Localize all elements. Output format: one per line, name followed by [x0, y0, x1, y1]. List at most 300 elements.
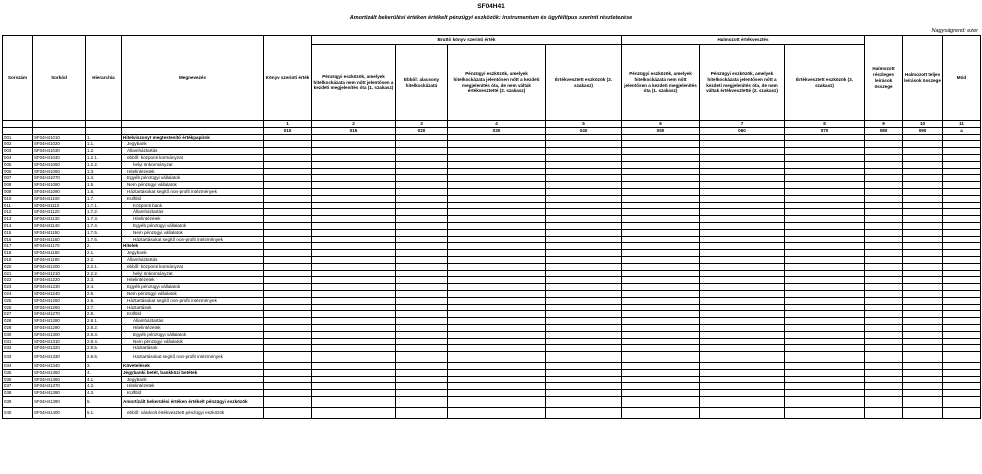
- value-cell: [785, 270, 865, 277]
- value-cell: [700, 250, 785, 257]
- col-code: 020: [396, 127, 448, 134]
- row-hierarchia: 2.8.4.: [86, 338, 122, 345]
- row-hierarchia: 2.8.2.: [86, 324, 122, 331]
- value-cell: [312, 383, 396, 390]
- row-sorszam: 029: [3, 324, 33, 331]
- row-hierarchia: 2.7.: [86, 304, 122, 311]
- value-cell: [546, 229, 622, 236]
- col-number: 11: [943, 121, 981, 128]
- value-cell: [396, 376, 448, 383]
- value-cell: [865, 352, 903, 363]
- row-megnevezes: Háztartások: [122, 345, 264, 352]
- col-header-c8: Értékvesztett eszközök (3. szakasz): [785, 45, 865, 121]
- row-sorkod: SF04H41170: [33, 243, 86, 250]
- value-cell: [396, 369, 448, 376]
- row-sorszam: 035: [3, 369, 33, 376]
- value-cell: [700, 161, 785, 168]
- row-hierarchia: 1.2.2.: [86, 161, 122, 168]
- value-cell: [943, 390, 981, 397]
- col-code: 070: [785, 127, 865, 134]
- value-cell: [264, 263, 312, 270]
- value-cell: [264, 324, 312, 331]
- table-row: [3, 383, 981, 390]
- value-cell: [622, 141, 700, 148]
- row-hierarchia: 1.6.: [86, 188, 122, 195]
- value-cell: [943, 154, 981, 161]
- col-code: 015: [312, 127, 396, 134]
- row-sorszam: 027: [3, 311, 33, 318]
- value-cell: [700, 229, 785, 236]
- value-cell: [903, 202, 943, 209]
- value-cell: [943, 263, 981, 270]
- value-cell: [903, 311, 943, 318]
- table-row: [3, 397, 981, 408]
- row-hierarchia: 1.5.: [86, 182, 122, 189]
- table-row: [3, 290, 981, 297]
- value-cell: [943, 134, 981, 141]
- value-cell: [312, 284, 396, 291]
- table-row: [3, 229, 981, 236]
- value-cell: [448, 331, 546, 338]
- value-cell: [865, 338, 903, 345]
- value-cell: [943, 277, 981, 284]
- row-sorszam: 010: [3, 195, 33, 202]
- value-cell: [865, 345, 903, 352]
- value-cell: [700, 168, 785, 175]
- value-cell: [700, 390, 785, 397]
- value-cell: [700, 311, 785, 318]
- value-cell: [312, 209, 396, 216]
- value-cell: [448, 284, 546, 291]
- value-cell: [785, 256, 865, 263]
- value-cell: [448, 161, 546, 168]
- value-cell: [865, 290, 903, 297]
- value-cell: [622, 397, 700, 408]
- value-cell: [312, 141, 396, 148]
- value-cell: [312, 376, 396, 383]
- value-cell: [700, 331, 785, 338]
- row-sorszam: 036: [3, 376, 33, 383]
- value-cell: [622, 297, 700, 304]
- value-cell: [785, 345, 865, 352]
- value-cell: [396, 297, 448, 304]
- value-cell: [903, 134, 943, 141]
- value-cell: [903, 383, 943, 390]
- table-row: [3, 148, 981, 155]
- row-megnevezes: Jegybanki betét, bankközi betétek: [122, 369, 264, 376]
- row-sorkod: SF04H41150: [33, 229, 86, 236]
- value-cell: [943, 256, 981, 263]
- value-cell: [865, 148, 903, 155]
- row-sorkod: SF04H41250: [33, 297, 86, 304]
- value-cell: [865, 284, 903, 291]
- row-megnevezes: Hitelviszonyt megtestesítő értékpapírok: [122, 134, 264, 141]
- table-row: [3, 188, 981, 195]
- row-sorszam: 007: [3, 175, 33, 182]
- row-sorkod: SF04H41330: [33, 352, 86, 363]
- value-cell: [785, 175, 865, 182]
- row-sorkod: SF04H41260: [33, 304, 86, 311]
- value-cell: [903, 188, 943, 195]
- value-cell: [264, 383, 312, 390]
- value-cell: [396, 188, 448, 195]
- value-cell: [785, 363, 865, 370]
- value-cell: [903, 216, 943, 223]
- col-code: 010: [264, 127, 312, 134]
- value-cell: [622, 236, 700, 243]
- row-sorszam: 034: [3, 363, 33, 370]
- value-cell: [622, 250, 700, 257]
- value-cell: [312, 161, 396, 168]
- value-cell: [943, 304, 981, 311]
- value-cell: [943, 195, 981, 202]
- value-cell: [448, 243, 546, 250]
- value-cell: [785, 188, 865, 195]
- value-cell: [943, 352, 981, 363]
- value-cell: [448, 324, 546, 331]
- value-cell: [312, 290, 396, 297]
- value-cell: [700, 383, 785, 390]
- value-cell: [785, 236, 865, 243]
- value-cell: [264, 161, 312, 168]
- value-cell: [448, 390, 546, 397]
- row-megnevezes: Háztartásokat segítő non-profit intézmények: [122, 236, 264, 243]
- row-sorkod: SF04H41020: [33, 141, 86, 148]
- row-megnevezes: Nem pénzügyi vállalatok: [122, 338, 264, 345]
- value-cell: [264, 376, 312, 383]
- value-cell: [943, 175, 981, 182]
- value-cell: [865, 390, 903, 397]
- value-cell: [903, 195, 943, 202]
- row-megnevezes: Hitelek: [122, 243, 264, 250]
- row-sorkod: SF04H41230: [33, 284, 86, 291]
- value-cell: [622, 318, 700, 325]
- row-megnevezes: Hitelintézetek: [122, 216, 264, 223]
- value-cell: [700, 154, 785, 161]
- table-row: [3, 256, 981, 263]
- row-megnevezes: Államháztartás: [122, 148, 264, 155]
- row-sorszam: 019: [3, 256, 33, 263]
- table-row: [3, 270, 981, 277]
- value-cell: [622, 311, 700, 318]
- value-cell: [264, 304, 312, 311]
- value-cell: [264, 369, 312, 376]
- value-cell: [396, 141, 448, 148]
- value-cell: [622, 277, 700, 284]
- row-megnevezes: Központi bank: [122, 202, 264, 209]
- value-cell: [264, 216, 312, 223]
- value-cell: [448, 188, 546, 195]
- value-cell: [622, 390, 700, 397]
- value-cell: [785, 408, 865, 419]
- value-cell: [264, 243, 312, 250]
- value-cell: [700, 345, 785, 352]
- value-cell: [865, 175, 903, 182]
- value-cell: [448, 148, 546, 155]
- value-cell: [865, 331, 903, 338]
- col-number: 3: [396, 121, 448, 128]
- value-cell: [865, 311, 903, 318]
- row-sorszam: 032: [3, 345, 33, 352]
- value-cell: [700, 290, 785, 297]
- value-cell: [622, 216, 700, 223]
- value-cell: [312, 345, 396, 352]
- value-cell: [943, 148, 981, 155]
- value-cell: [785, 352, 865, 363]
- value-cell: [264, 352, 312, 363]
- value-cell: [903, 209, 943, 216]
- value-cell: [448, 216, 546, 223]
- row-sorszam: 011: [3, 202, 33, 209]
- value-cell: [546, 216, 622, 223]
- value-cell: [903, 161, 943, 168]
- value-cell: [865, 154, 903, 161]
- value-cell: [700, 202, 785, 209]
- table-row: [3, 338, 981, 345]
- row-megnevezes: Egyéb pénzügyi vállalatok: [122, 331, 264, 338]
- row-sorkod: SF04H41070: [33, 175, 86, 182]
- row-megnevezes: Hitelintézetek: [122, 324, 264, 331]
- value-cell: [865, 318, 903, 325]
- value-cell: [546, 311, 622, 318]
- col-header-c6: Pénzügyi eszközök, amelyek hitelkockázata nem nőtt jelentősen a kezdeti megjelenítés óta (1. szakasz): [622, 45, 700, 121]
- row-sorszam: 002: [3, 141, 33, 148]
- value-cell: [396, 284, 448, 291]
- value-cell: [312, 338, 396, 345]
- table-row: [3, 175, 981, 182]
- row-sorszam: 001: [3, 134, 33, 141]
- row-sorkod: SF04H41140: [33, 222, 86, 229]
- value-cell: [622, 290, 700, 297]
- value-cell: [943, 161, 981, 168]
- value-cell: [396, 182, 448, 189]
- table-row: [3, 195, 981, 202]
- value-cell: [865, 236, 903, 243]
- row-hierarchia: 2.1.: [86, 250, 122, 257]
- value-cell: [622, 209, 700, 216]
- col-number: 10: [903, 121, 943, 128]
- row-sorkod: SF04H41300: [33, 331, 86, 338]
- value-cell: [700, 369, 785, 376]
- value-cell: [622, 182, 700, 189]
- col-header-c11: Mód: [943, 36, 981, 121]
- value-cell: [448, 277, 546, 284]
- value-cell: [785, 263, 865, 270]
- value-cell: [622, 134, 700, 141]
- report-table: [2, 35, 981, 419]
- row-sorkod: SF04H41060: [33, 168, 86, 175]
- value-cell: [312, 304, 396, 311]
- value-cell: [264, 168, 312, 175]
- value-cell: [865, 304, 903, 311]
- value-cell: [943, 209, 981, 216]
- value-cell: [396, 134, 448, 141]
- value-cell: [396, 263, 448, 270]
- value-cell: [448, 154, 546, 161]
- unit-label: Nagyságrend: ezer: [931, 28, 978, 34]
- value-cell: [903, 168, 943, 175]
- value-cell: [622, 263, 700, 270]
- value-cell: [448, 376, 546, 383]
- row-hierarchia: 1.7.1.: [86, 202, 122, 209]
- value-cell: [700, 318, 785, 325]
- value-cell: [448, 134, 546, 141]
- value-cell: [396, 397, 448, 408]
- table-row: [3, 331, 981, 338]
- value-cell: [546, 352, 622, 363]
- row-hierarchia: 1.7.3.: [86, 216, 122, 223]
- value-cell: [448, 222, 546, 229]
- value-cell: [396, 229, 448, 236]
- value-cell: [785, 216, 865, 223]
- value-cell: [865, 209, 903, 216]
- col-header-c7: Pénzügyi eszközök, amelyek hitelkockázata jelentősen nőtt a kezdeti megjelenítés óta, de nem váltak értékvesztetté (2. szakasz): [700, 45, 785, 121]
- row-sorszam: 024: [3, 290, 33, 297]
- value-cell: [396, 256, 448, 263]
- row-sorszam: 038: [3, 390, 33, 397]
- value-cell: [865, 383, 903, 390]
- value-cell: [943, 345, 981, 352]
- row-megnevezes: helyi önkormányzat: [122, 270, 264, 277]
- value-cell: [264, 297, 312, 304]
- row-sorkod: SF04H41100: [33, 195, 86, 202]
- row-sorkod: SF04H41380: [33, 390, 86, 397]
- value-cell: [396, 209, 448, 216]
- value-cell: [700, 222, 785, 229]
- value-cell: [312, 154, 396, 161]
- value-cell: [312, 250, 396, 257]
- table-row: [3, 222, 981, 229]
- row-megnevezes: ebből: vásárolt értékvesztett pénzügyi eszközök: [122, 408, 264, 419]
- value-cell: [865, 369, 903, 376]
- col-code: 090: [903, 127, 943, 134]
- value-cell: [785, 277, 865, 284]
- value-cell: [546, 331, 622, 338]
- value-cell: [865, 243, 903, 250]
- row-hierarchia: 2.8.1.: [86, 318, 122, 325]
- table-row: [3, 243, 981, 250]
- table-row: [3, 168, 981, 175]
- row-sorkod: SF04H41200: [33, 263, 86, 270]
- row-hierarchia: 1.7.6.: [86, 236, 122, 243]
- value-cell: [700, 188, 785, 195]
- value-cell: [700, 175, 785, 182]
- value-cell: [312, 311, 396, 318]
- row-sorszam: 018: [3, 250, 33, 257]
- value-cell: [865, 297, 903, 304]
- value-cell: [903, 284, 943, 291]
- row-hierarchia: 4.: [86, 369, 122, 376]
- row-sorkod: SF04H41240: [33, 290, 86, 297]
- value-cell: [312, 175, 396, 182]
- value-cell: [943, 243, 981, 250]
- value-cell: [546, 168, 622, 175]
- value-cell: [396, 277, 448, 284]
- value-cell: [865, 363, 903, 370]
- report-code: SF04H41: [477, 3, 505, 10]
- value-cell: [546, 161, 622, 168]
- value-cell: [700, 363, 785, 370]
- value-cell: [264, 202, 312, 209]
- value-cell: [903, 363, 943, 370]
- value-cell: [903, 318, 943, 325]
- row-megnevezes: Jegybank: [122, 376, 264, 383]
- value-cell: [396, 222, 448, 229]
- value-cell: [264, 311, 312, 318]
- value-cell: [865, 222, 903, 229]
- value-cell: [546, 134, 622, 141]
- value-cell: [264, 256, 312, 263]
- row-hierarchia: 1.7.: [86, 195, 122, 202]
- row-hierarchia: 2.8.3.: [86, 331, 122, 338]
- value-cell: [622, 243, 700, 250]
- value-cell: [312, 236, 396, 243]
- table-row: [3, 352, 981, 363]
- value-cell: [312, 352, 396, 363]
- value-cell: [903, 222, 943, 229]
- table-body: [3, 134, 981, 418]
- value-cell: [903, 352, 943, 363]
- row-hierarchia: 1.1.: [86, 141, 122, 148]
- value-cell: [264, 270, 312, 277]
- value-cell: [865, 195, 903, 202]
- value-cell: [700, 277, 785, 284]
- row-hierarchia: 4.2.: [86, 383, 122, 390]
- value-cell: [264, 182, 312, 189]
- table-row: [3, 216, 981, 223]
- col-number: 1: [264, 121, 312, 128]
- value-cell: [264, 188, 312, 195]
- row-sorszam: 003: [3, 148, 33, 155]
- value-cell: [622, 331, 700, 338]
- value-cell: [700, 304, 785, 311]
- value-cell: [700, 397, 785, 408]
- value-cell: [396, 148, 448, 155]
- value-cell: [264, 408, 312, 419]
- value-cell: [943, 222, 981, 229]
- row-sorkod: SF04H41290: [33, 324, 86, 331]
- row-sorkod: SF04H41390: [33, 397, 86, 408]
- value-cell: [865, 161, 903, 168]
- value-cell: [264, 148, 312, 155]
- col-number: 8: [785, 121, 865, 128]
- value-cell: [785, 311, 865, 318]
- col-code: 030: [448, 127, 546, 134]
- value-cell: [546, 148, 622, 155]
- value-cell: [903, 297, 943, 304]
- value-cell: [312, 369, 396, 376]
- col-header-c3: Ebből: alacsony hitelkockázatú: [396, 45, 448, 121]
- value-cell: [622, 376, 700, 383]
- row-hierarchia: 1.3.: [86, 168, 122, 175]
- value-cell: [943, 297, 981, 304]
- value-cell: [546, 324, 622, 331]
- value-cell: [700, 148, 785, 155]
- value-cell: [943, 311, 981, 318]
- value-cell: [785, 134, 865, 141]
- col-number: 6: [622, 121, 700, 128]
- value-cell: [943, 229, 981, 236]
- value-cell: [622, 304, 700, 311]
- value-cell: [700, 195, 785, 202]
- row-sorkod: SF04H41320: [33, 345, 86, 352]
- row-sorkod: SF04H41110: [33, 202, 86, 209]
- value-cell: [546, 141, 622, 148]
- value-cell: [622, 222, 700, 229]
- row-sorszam: 040: [3, 408, 33, 419]
- value-cell: [700, 256, 785, 263]
- value-cell: [448, 369, 546, 376]
